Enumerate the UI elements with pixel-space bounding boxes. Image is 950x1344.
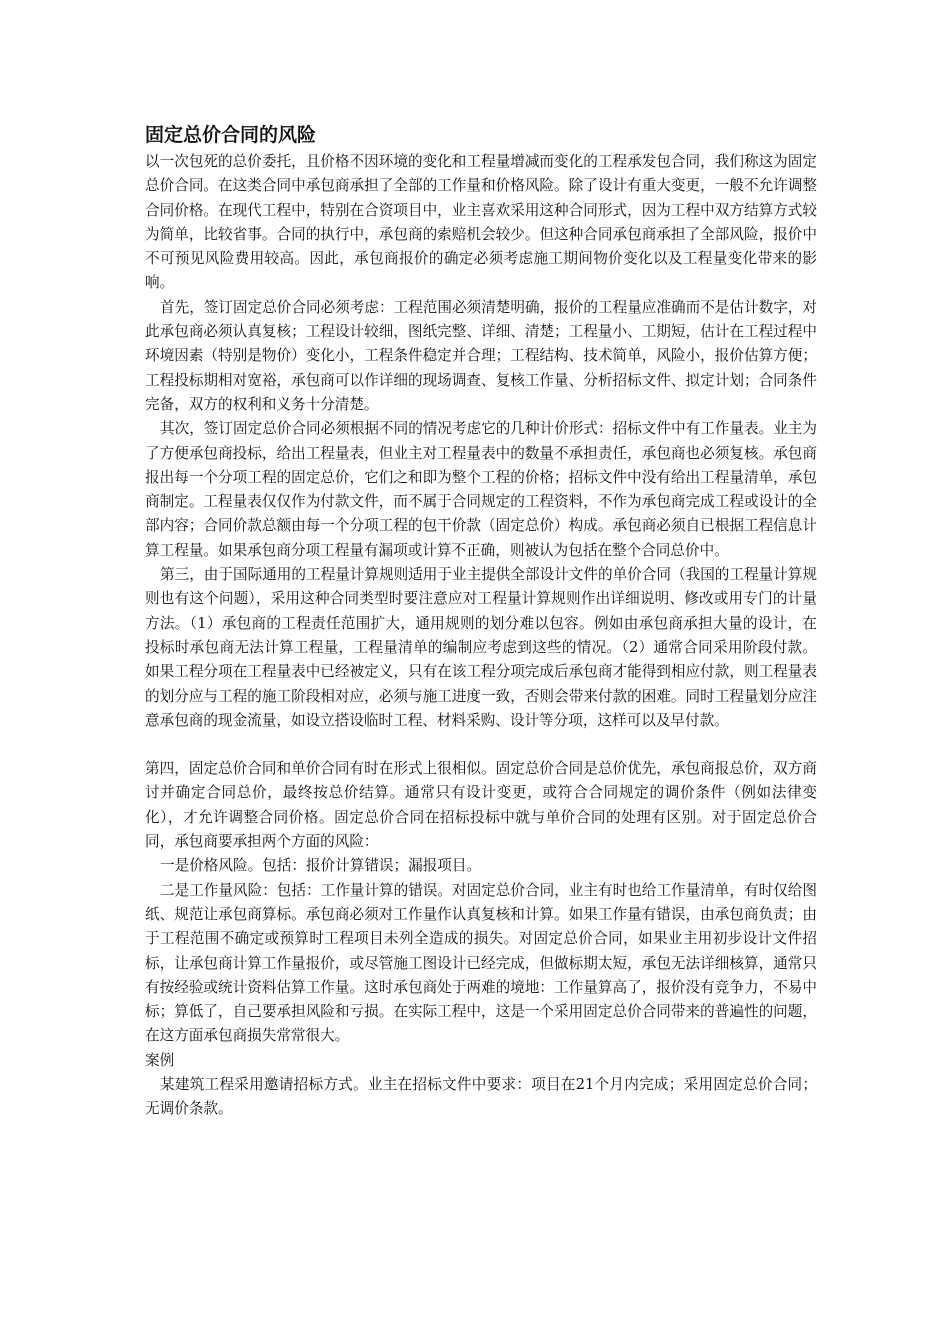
paragraph-fourth: 第四，固定总价合同和单价合同有时在形式上很相似。固定总价合同是总价优先，承包商报总价，双方商讨并确定合同总价，最终按总价结算。通常只有设计变更，或符合合同规定的调价条件（例如法律变化），才允许调整合同价格。固定总价合同在招标投标中就与单价合同的处理有区别。对于固定总价合同，承包商要承担两个方面的风险： <box>145 760 817 851</box>
paragraph-intro: 以一次包死的总价委托，且价格不因环境的变化和工程量增减而变化的工程承发包合同，我们称这为固定总价合同。在这类合同中承包商承担了全部的工作量和价格风险。除了设计有重大变更，一般不允许调整合同价格。在现代工程中，特别在合资项目中，业主喜欢采用这种合同形式，因为工程中双方结算方式较为简单，比较省事。合同的执行中，承包商的索赔机会较少。但这种合同承包商承担了全部风险，报价中不可预见风险费用较高。因此，承包商报价的确定必须考虑施工期间物价变化以及工程量变化带来的影响。 <box>145 153 817 292</box>
paragraph-second: 其次，签订固定总价合同必须根据不同的情况考虑它的几种计价形式：招标文件中有工作量表。业主为了方便承包商投标，给出工程量表，但业主对工程量表中的数量不承担责任，承包商也必须复核。承包商报出每一个分项工程的固定总价，它们之和即为整个工程的价格；招标文件中没有给出工程量清单，承包商制定。工程量表仅仅作为付款文件，而不属于合同规定的工程资料，不作为承包商完成工程或设计的全部内容；合同价款总额由每一个分项工程的包干价款（固定总价）构成。承包商必须自已根据工程信息计算工程量。如果承包商分项工程量有漏项或计算不正确，则被认为包括在整个合同总价中。 <box>145 420 817 559</box>
case-heading: 案例 <box>145 1051 175 1069</box>
document-title: 固定总价合同的风险 <box>145 124 317 146</box>
paragraph-case: 某建筑工程采用邀请招标方式。业主在招标文件中要求：项目在21个月内完成；采用固定总价合同；无调价条款。 <box>145 1075 817 1118</box>
paragraph-first: 首先，签订固定总价合同必须考虑：工程范围必须清楚明确，报价的工程量应准确而不是估计数字，对此承包商必须认真复核；工程设计较细，图纸完整、详细、清楚；工程量小、工期短，估计在工程过程中环境因素（特别是物价）变化小，工程条件稳定并合理；工程结构、技术简单，风险小，报价估算方便；工程投标期相对宽裕，承包商可以作详细的现场调查、复核工作量、分析招标文件、拟定计划；合同条件完备，双方的权利和义务十分清楚。 <box>145 298 817 413</box>
paragraph-quantity-risk: 二是工作量风险：包括：工作量计算的错误。对固定总价合同，业主有时也给工作量清单，有时仅给图纸、规范让承包商算标。承包商必须对工作量作认真复核和计算。如果工作量有错误，由承包商负责；由于工程范围不确定或预算时工程项目未列全造成的损失。对固定总价合同，如果业主用初步设计文件招标，让承包商计算工作量报价，或尽管施工图设计已经完成，但做标期太短，承包无法详细核算，通常只有按经验或统计资料估算工作量。这时承包商处于两难的境地：工作量算高了，报价没有竞争力，不易中标；算低了，自己要承担风险和亏损。在实际工程中，这是一个采用固定总价合同带来的普遍性的问题，在这方面承包商损失常常很大。 <box>145 881 817 1045</box>
paragraph-third: 第三，由于国际通用的工程量计算规则适用于业主提供全部设计文件的单价合同（我国的工程量计算规则也有这个问题），采用这种合同类型时要注意应对工程量计算规则作出详细说明、修改或用专门的计量方法。（1）承包商的工程责任范围扩大，通用规则的划分难以包容。例如由承包商承担大量的设计，在投标时承包商无法计算工程量，工程量清单的编制应考虑到这些的情况。（2）通常合同采用阶段付款。如果工程分项在工程量表中已经被定义，只有在该工程分项完成后承包商才能得到相应付款，则工程量表的划分应与工程的施工阶段相对应，必须与施工进度一致，否则会带来付款的困难。同时工程量划分应注意承包商的现金流量，如设立搭设临时工程、材料采购、设计等分项，这样可以及早付款。 <box>145 566 817 729</box>
blank-line <box>145 733 817 757</box>
document-page <box>145 120 817 1122</box>
paragraph-price-risk: 一是价格风险。包括：报价计算错误；漏报项目。 <box>160 857 482 875</box>
